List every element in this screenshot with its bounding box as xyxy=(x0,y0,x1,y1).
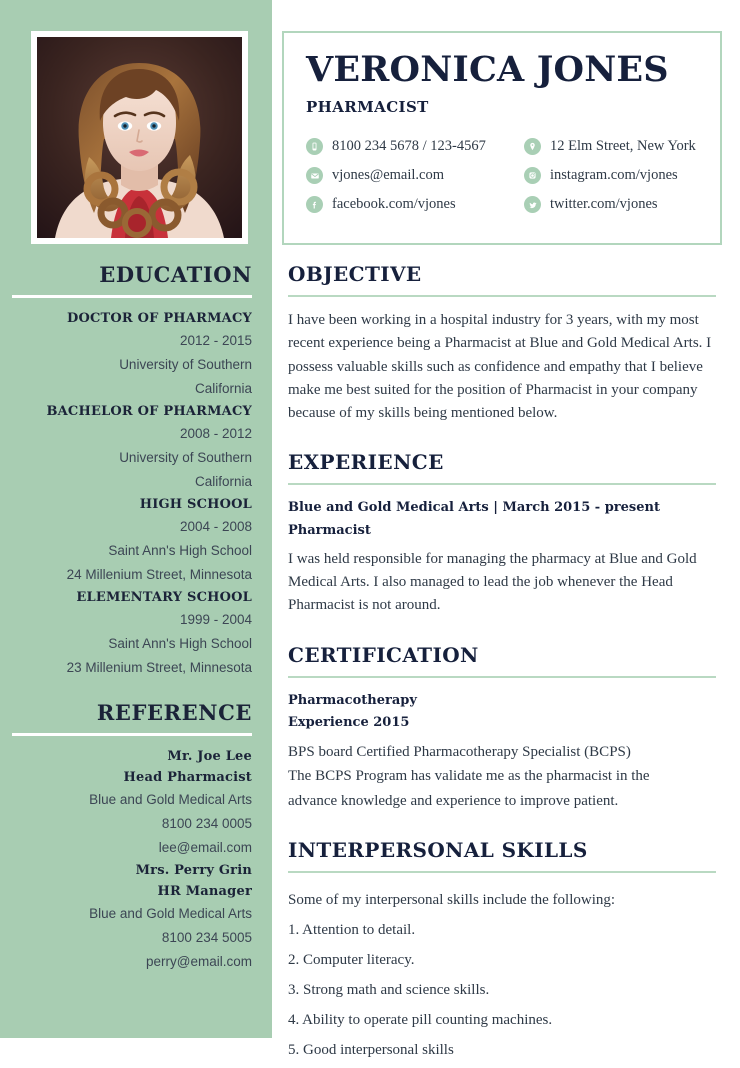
reference-role: HR Manager xyxy=(157,884,252,900)
list-item: 1. Attention to detail. xyxy=(288,921,416,938)
page-title: VERONICA JONES xyxy=(306,49,669,90)
experience-role: Pharmacist xyxy=(288,523,371,538)
certification-title: Pharmacotherapy xyxy=(288,692,417,708)
contact-grid xyxy=(306,138,696,213)
reference-name: Mr. Joe Lee xyxy=(167,749,252,764)
list-item: 3. Strong math and science skills. xyxy=(288,981,490,998)
contact-facebook[interactable] xyxy=(306,196,524,213)
education-heading: EDUCATION xyxy=(99,262,252,287)
portrait-photo xyxy=(37,37,242,238)
education-entry xyxy=(12,401,252,494)
list-item: 5. Good interpersonal skills xyxy=(288,1041,454,1058)
list-item: 2. Computer literacy. xyxy=(288,951,415,968)
sidebar xyxy=(0,0,272,1038)
phone-icon xyxy=(306,138,323,155)
education-degree: HIGH SCHOOL xyxy=(139,497,252,513)
facebook-icon xyxy=(306,196,323,213)
education-line: California xyxy=(194,381,252,397)
email-icon xyxy=(306,167,323,184)
contact-address[interactable] xyxy=(524,138,696,155)
experience-body: I was held responsible for managing the pharmacy at Blue and Gold Medical Arts. I also managed to lead the job whenever the Head Pharmacist is not around. xyxy=(288,550,697,614)
instagram-icon xyxy=(524,167,541,184)
objective-divider xyxy=(288,295,716,297)
reference-email: perry@email.com xyxy=(146,954,252,970)
reference-name: Mrs. Perry Grin xyxy=(135,863,252,879)
reference-section xyxy=(0,700,272,974)
contact-phone-text: 8100 234 5678 / 123-4567 xyxy=(332,138,486,155)
list-item: 4. Ability to operate pill counting machines. xyxy=(288,1011,553,1028)
experience-section xyxy=(288,450,716,617)
objective-body: I have been working in a hospital industry for 3 years, with my most recent experience being a Pharmacist at Blue and Gold Medical Arts. I possess valuable skills such as confidence and empathy that I believe make me best suited for the position of Pharmacist in your company because of my skills being mentioned below. xyxy=(288,312,712,421)
experience-company: Blue and Gold Medical Arts | March 2015 - present xyxy=(288,500,660,516)
contact-instagram-text: instagram.com/vjones xyxy=(550,167,678,184)
skills-divider xyxy=(288,871,716,873)
reference-phone: 8100 234 0005 xyxy=(161,816,252,832)
main-column xyxy=(272,0,740,1058)
main-sections xyxy=(288,262,716,1068)
education-years: 2012 - 2015 xyxy=(179,333,252,349)
education-line: Saint Ann's High School xyxy=(108,636,252,652)
experience-heading: EXPERIENCE xyxy=(288,450,444,475)
education-degree: DOCTOR OF PHARMACY xyxy=(66,311,252,326)
contact-twitter-text: twitter.com/vjones xyxy=(550,196,658,213)
education-years: 2004 - 2008 xyxy=(179,519,252,535)
education-section xyxy=(0,262,272,680)
education-line: Saint Ann's High School xyxy=(108,543,252,559)
education-years: 2008 - 2012 xyxy=(179,426,252,442)
job-title: PHARMACIST xyxy=(306,98,429,117)
certification-body-line: advance knowledge and experience to improve patient. xyxy=(288,792,619,809)
education-entry xyxy=(12,494,252,587)
objective-section xyxy=(288,262,716,425)
education-years: 1999 - 2004 xyxy=(179,612,252,628)
objective-heading: OBJECTIVE xyxy=(288,262,422,286)
portrait-illustration xyxy=(37,37,242,238)
location-icon xyxy=(524,138,541,155)
skills-heading: INTERPERSONAL SKILLS xyxy=(288,837,588,862)
contact-email-text: vjones@email.com xyxy=(332,167,445,184)
contact-address-text: 12 Elm Street, New York xyxy=(550,138,696,155)
skills-section xyxy=(288,838,716,1065)
certification-body-line: The BCPS Program has validate me as the pharmacist in the xyxy=(288,768,650,785)
certification-divider xyxy=(288,676,716,678)
contact-instagram[interactable] xyxy=(524,167,696,184)
education-line: University of Southern xyxy=(119,450,252,466)
education-degree: BACHELOR OF PHARMACY xyxy=(46,404,252,420)
certification-heading: CERTIFICATION xyxy=(288,642,479,667)
experience-divider xyxy=(288,483,716,485)
education-line: 24 Millenium Street, Minnesota xyxy=(66,567,252,583)
contact-twitter[interactable] xyxy=(524,196,696,213)
twitter-icon xyxy=(524,196,541,213)
education-line: University of Southern xyxy=(119,357,252,373)
reference-divider xyxy=(12,733,252,736)
contact-facebook-text: facebook.com/vjones xyxy=(332,196,456,213)
reference-email: lee@email.com xyxy=(158,840,252,856)
skills-intro: Some of my interpersonal skills include the following: xyxy=(288,891,616,908)
education-line: 23 Millenium Street, Minnesota xyxy=(66,660,252,676)
education-divider xyxy=(12,295,252,298)
reference-heading: REFERENCE xyxy=(96,700,252,725)
education-entry xyxy=(12,587,252,680)
reference-company: Blue and Gold Medical Arts xyxy=(89,792,252,808)
contact-phone[interactable] xyxy=(306,138,524,155)
education-entry xyxy=(12,308,252,401)
certification-section xyxy=(288,643,716,813)
education-entries xyxy=(12,308,252,680)
education-degree: ELEMENTARY SCHOOL xyxy=(76,590,252,606)
reference-phone: 8100 234 5005 xyxy=(161,930,252,946)
header-box xyxy=(282,31,722,245)
photo-frame xyxy=(31,31,248,244)
reference-entry xyxy=(12,746,252,860)
certification-subtitle: Experience 2015 xyxy=(288,715,410,731)
contact-email[interactable] xyxy=(306,167,524,184)
reference-role: Head Pharmacist xyxy=(123,770,252,786)
certification-body-line: BPS board Certified Pharmacotherapy Specialist (BCPS) xyxy=(288,744,631,760)
reference-company: Blue and Gold Medical Arts xyxy=(89,906,252,922)
reference-entry xyxy=(12,860,252,974)
education-line: California xyxy=(194,474,252,490)
